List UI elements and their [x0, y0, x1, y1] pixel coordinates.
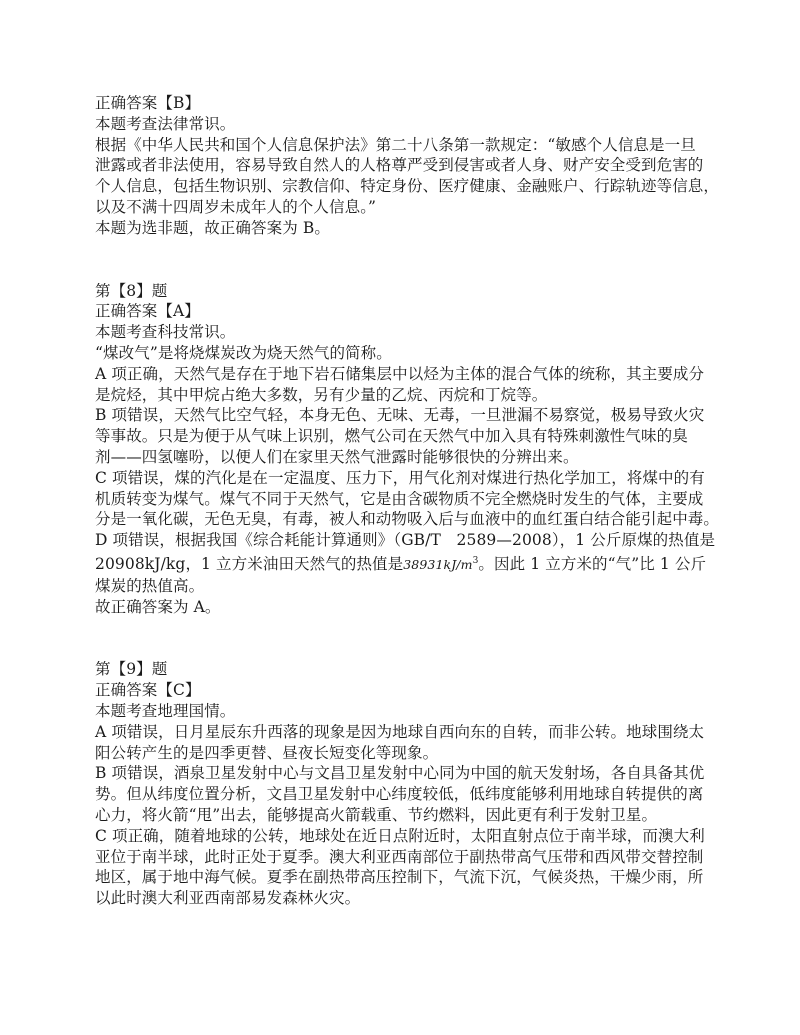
option-d-line: D 项错误，根据我国《综合耗能计算通则》（GB/T 2589—2008），1 公斤原煤的热值是 — [95, 531, 716, 550]
question-8-explanation — [95, 281, 720, 618]
text-line: 剂——四氢噻吩，以便人们在家里天然气泄露时能够很快的分辨出来。 — [95, 447, 579, 466]
question-number: 第【8】题 — [95, 281, 168, 300]
text-line: 等事故。只是为便于从气味上识别，燃气公司在天然气中加入具有特殊刺激性气味的臭 — [95, 427, 688, 446]
heat-value-exponent: 3 — [472, 555, 479, 566]
option-a-line: A 项错误，日月星辰东升西落的现象是因为地球自西向东的自转，而非公转。地球围绕太 — [95, 722, 705, 741]
answer-document — [95, 93, 720, 909]
conclusion-line: 故正确答案为 A。 — [95, 597, 221, 616]
conclusion-line: 本题为选非题，故正确答案为 B。 — [95, 218, 330, 237]
text-line: 泄露或者非法使用，容易导致自然人的人格尊严受到侵害或者人身、财产安全受到危害的 — [95, 156, 704, 175]
text-line: 个人信息，包括生物识别、宗教信仰、特定身份、医疗健康、金融账户、行踪轨迹等信息， — [95, 177, 720, 196]
option-b-line: B 项错误，天然气比空气轻，本身无色、无味、无毒，一旦泄漏不易察觉，极易导致火灾 — [95, 406, 705, 425]
answer-line: 正确答案【B】 — [95, 94, 201, 112]
question-number: 第【9】题 — [95, 660, 168, 679]
topic-line: 本题考查科技常识。 — [95, 323, 236, 342]
text-line: 根据《中华人民共和国个人信息保护法》第二十八条第一款规定：“敏感个人信息是一旦 — [95, 135, 696, 154]
heat-line-prefix: 20908kJ/kg，1 立方米油田天然气的热值是 — [95, 555, 404, 574]
option-a-line: A 项正确，天然气是存在于地下岩石储集层中以烃为主体的混合气体的统称，其主要成分 — [95, 364, 705, 383]
text-line: 势。但从纬度位置分析，文昌卫星发射中心纬度较低，低纬度能够利用地球自转提供的离 — [95, 785, 704, 804]
heat-value-line — [95, 551, 720, 576]
text-line: 以及不满十四周岁未成年人的个人信息。” — [95, 197, 377, 216]
answer-line: 正确答案【A】 — [95, 302, 200, 321]
answer-line: 正确答案【C】 — [95, 681, 201, 700]
heat-value: 38931kJ/m — [403, 557, 473, 573]
text-line: 亚位于南半球，此时正处于夏季。澳大利亚西南部位于副热带高气压带和西风带交替控制 — [95, 847, 704, 866]
text-line: “煤改气”是将烧煤炭改为烧天然气的简称。 — [95, 343, 392, 362]
text-line: 机质转变为煤气。煤气不同于天然气，它是由含碳物质不完全燃烧时发生的气体，主要成 — [95, 489, 704, 508]
topic-line: 本题考查法律常识。 — [95, 114, 236, 133]
text-line: 心力，将火箭“甩”出去，能够提高火箭载重、节约燃料，因此更有利于发射卫星。 — [95, 806, 658, 825]
text-line: 是烷烃，其中甲烷占绝大多数，另有少量的乙烷、丙烷和丁烷等。 — [95, 385, 548, 404]
text-line: 阳公转产生的是四季更替、昼夜长短变化等现象。 — [95, 743, 439, 762]
heat-line-suffix: 。因此 1 立方米的“气”比 1 公斤 — [478, 555, 707, 574]
option-c-line: C 项错误，煤的汽化是在一定温度、压力下，用气化剂对煤进行热化学加工，将煤中的有 — [95, 468, 705, 487]
text-line: 以此时澳大利亚西南部易发森林火灾。 — [95, 889, 361, 908]
text-line: 地区，属于地中海气候。夏季在副热带高压控制下，气流下沉，气候炎热，干燥少雨，所 — [95, 868, 704, 887]
option-c-line: C 项正确，随着地球的公转，地球处在近日点附近时，太阳直射点位于南半球，而澳大利 — [95, 826, 705, 845]
question-7-explanation — [95, 93, 720, 239]
topic-line: 本题考查地理国情。 — [95, 702, 236, 721]
option-b-line: B 项错误，酒泉卫星发射中心与文昌卫星发射中心同为中国的航天发射场，各自具备其优 — [95, 764, 705, 783]
question-9-explanation — [95, 659, 720, 909]
text-line: 煤炭的热值高。 — [95, 576, 205, 595]
text-line: 分是一氧化碳，无色无臭，有毒，被人和动物吸入后与血液中的血红蛋白结合能引起中毒。 — [95, 510, 720, 529]
